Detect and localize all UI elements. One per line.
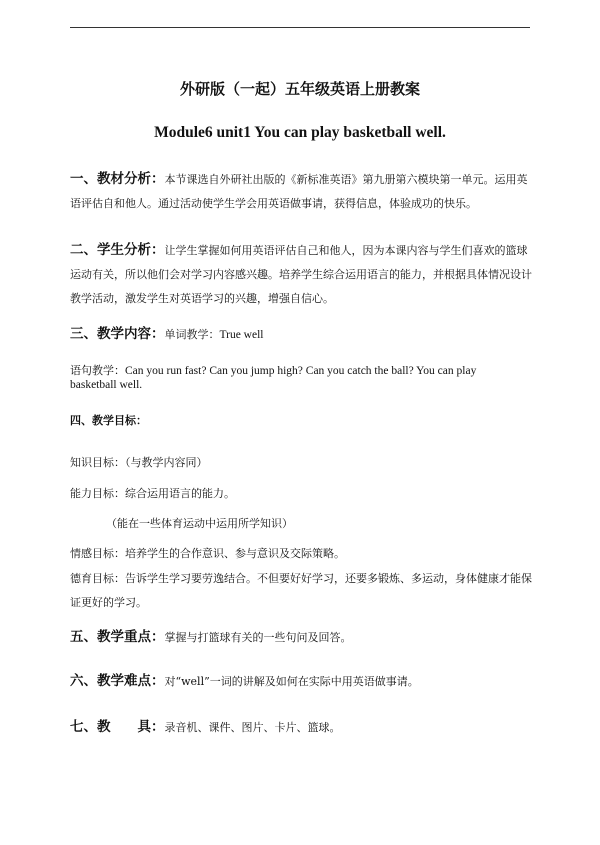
words-label: 单词教学： xyxy=(164,328,220,341)
section-heading: 三、教学内容： xyxy=(70,326,165,342)
section-key-points xyxy=(70,625,352,645)
ability-goal-note: （能在一些体育运动中运用所学知识） xyxy=(106,517,293,530)
section-student-analysis xyxy=(70,238,532,311)
section-body: 掌握与打篮球有关的一些句问及回答。 xyxy=(164,631,352,644)
section-heading: 二、学生分析： xyxy=(70,242,165,258)
section-teaching-goals-heading: 四、教学目标： xyxy=(70,414,147,427)
knowledge-goal: 知识目标：（与教学内容同） xyxy=(70,456,208,469)
section-heading: 一、教材分析： xyxy=(70,171,165,187)
section-teaching-content xyxy=(70,322,263,342)
section-heading: 五、教学重点： xyxy=(70,629,165,645)
section-teaching-material xyxy=(70,167,532,216)
emotion-goal: 情感目标：培养学生的合作意识、参与意识及交际策略。 xyxy=(70,547,345,560)
section-heading: 七、教 具： xyxy=(70,719,165,735)
moral-goal: 德育目标：告诉学生学习要劳逸结合。不但要好好学习，还要多锻炼、多运动，身体健康才能保证更好的学习。 xyxy=(70,572,532,609)
sentences-line-2: basketball well. xyxy=(70,379,143,391)
section-heading: 六、教学难点： xyxy=(70,673,165,689)
header-rule xyxy=(70,27,530,28)
sentences-label: 语句教学： xyxy=(70,364,125,377)
ability-goal: 能力目标：综合运用语言的能力。 xyxy=(70,487,235,500)
section-body: 让学生掌握如何用英语评估自己和他人，因为本课内容与学生们喜欢的篮球运动有关，所以他们会对学习内容感兴趣。培养学生综合运用语言的能力，并根据具体情况设计教学活动，激发学生对英语学习的兴趣，增强自信心。 xyxy=(70,244,532,305)
words-value: True well xyxy=(219,329,264,341)
section-body: 对“well”一词的讲解及如何在实际中用英语做事请。 xyxy=(164,675,419,688)
section-difficulties xyxy=(70,669,419,689)
document-title: 外研版（一起）五年级英语上册教案 xyxy=(179,80,420,98)
section-body: 录音机、课件、图片、卡片、篮球。 xyxy=(164,721,341,734)
section-body: 本节课选自外研社出版的《新标准英语》第九册第六模块第一单元。运用英语评估自和他人。通过活动使学生学会用英语做事请，获得信息，体验成功的快乐。 xyxy=(70,173,528,210)
sentences-line-1 xyxy=(70,362,476,378)
document-subtitle: Module6 unit1 You can play basketball well. xyxy=(154,124,446,141)
sentences-value: Can you run fast? Can you jump high? Can you catch the ball? You can play xyxy=(125,365,477,377)
section-teaching-aids xyxy=(70,715,341,735)
